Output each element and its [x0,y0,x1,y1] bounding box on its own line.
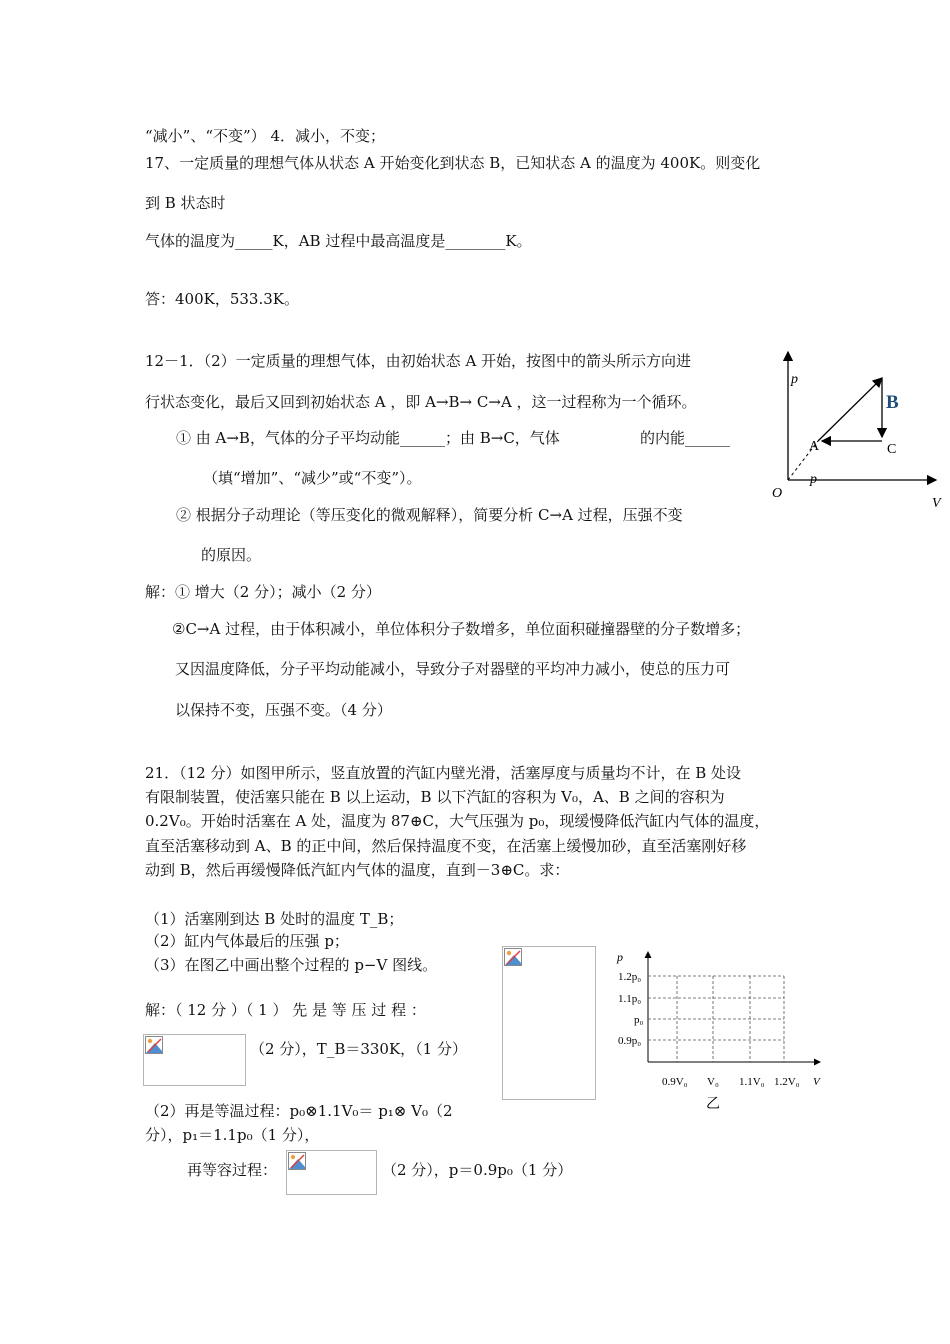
equation-image-placeholder [143,1034,246,1086]
v-axis-label: V [813,1076,820,1088]
point-c-label: C [887,442,897,457]
y-tick-label: 1.1p₀ [618,993,642,1005]
text-line: （填“增加”、“减少”或“不变”）。 [203,469,422,487]
sub-question: （3）在图乙中画出整个过程的 p−V 图线。 [145,956,438,974]
x-tick-label: 1.2V₀ [774,1076,800,1088]
broken-image-icon [504,948,522,966]
solution-line: （2）再是等温过程：p₀⊗1.1V₀＝ p₁⊗ V₀（2 [145,1102,453,1120]
question-12-1-line: 12－1．（2）一定质量的理想气体，由初始状态 A 开始，按图中的箭头所示方向进 [145,352,692,370]
text-line: 的原因。 [201,546,262,564]
x-tick-label: 1.1V₀ [739,1076,765,1088]
solution-line: 又因温度降低，分子平均动能减小，导致分子对器壁的平均冲力减小，使总的压力可 [175,660,731,678]
question-21-line: 21．（12 分）如图甲所示，竖直放置的汽缸内壁光滑，活塞厚度与质量均不计，在 B 处设 [145,764,742,782]
sub-question: （2）缸内气体最后的压强 p； [145,932,349,950]
text-line: 0.2V₀。开始时活塞在 A 处，温度为 87⊕C，大气压强为 p₀，现缓慢降低汽缸内气体的温度， [145,812,770,830]
answer-17: 答：400K，533.3K。 [145,290,299,308]
grid-pv-chart [610,944,830,1116]
p-small-label: p [810,472,817,487]
x-tick-label: 0.9V₀ [662,1076,688,1088]
x-tick-label: V₀ [707,1076,719,1088]
solution-line: （2 分），p＝0.9p₀（1 分） [382,1161,573,1179]
text-line: 有限制装置，使活塞只能在 B 以上运动，B 以下汽缸的容积为 V₀，A、B 之间的容积为 [145,788,725,806]
cycle-pv-diagram [760,340,950,520]
point-a-label: A [809,439,820,454]
y-tick-label: 1.2p₀ [618,971,642,983]
text-line: 动到 B，然后再缓慢降低汽缸内气体的温度，直到－3⊕C。求： [145,861,570,879]
y-tick-label: 0.9p₀ [618,1035,642,1047]
question-17-line: 17、一定质量的理想气体从状态 A 开始变化到状态 B，已知状态 A 的温度为 400K。则变化 [145,154,761,172]
solution-line: 解：① 增大（2 分）；减小（2 分） [145,583,381,601]
equation-image-placeholder [286,1150,377,1195]
text-line: 气体的温度为_____K，AB 过程中最高温度是________K。 [145,232,532,250]
broken-image-icon [145,1036,163,1054]
origin-label: O [772,486,783,501]
p-axis-label: p [791,372,798,387]
y-tick-label: p₀ [634,1014,644,1026]
figure-caption: 乙 [706,1097,720,1112]
solution-line: （2 分），T_B＝330K，（1 分） [250,1040,467,1058]
dashed-grid [648,976,784,1062]
solution-line: 以保持不变，压强不变。（4 分） [175,701,392,719]
solution-line: 再等容过程： [187,1161,278,1179]
solution-line: ②C→A 过程，由于体积减小，单位体积分子数增多，单位面积碰撞器壁的分子数增多； [172,620,751,638]
sub-question: （1）活塞刚到达 B 处时的温度 T_B； [145,910,404,928]
text-line: 行状态变化，最后又回到初始状态 A ，即 A→B→ C→A ，这一过程称为一个循环。 [145,393,697,411]
path-a-to-b [818,378,882,441]
solution-line: 分），p₁＝1.1p₀（1 分）， [145,1126,320,1144]
text-line: “减小”、“不变”） 4．减小，不变； [145,127,385,145]
text-line: 直至活塞移动到 A、B 的正中间，然后保持温度不变，在活塞上缓慢加砂，直至活塞刚好移 [145,837,747,855]
text-line: ① 由 A→B，气体的分子平均动能______；由 B→C，气体 [176,429,560,447]
p-axis-label: p [617,950,623,964]
point-b-label: B [886,392,899,413]
text-line: ② 根据分子动理论（等压变化的微观解释），简要分析 C→A 过程，压强不变 [176,506,683,524]
figure-jia-image-placeholder [502,946,596,1100]
broken-image-icon [288,1152,306,1170]
text-line: 的内能______ [640,429,731,447]
solution-line: 解：（ 12 分 ）（ 1 ） 先 是 等 压 过 程 ： [145,1001,426,1019]
v-axis-label: V [932,496,941,511]
text-line: 到 B 状态时 [145,194,226,212]
